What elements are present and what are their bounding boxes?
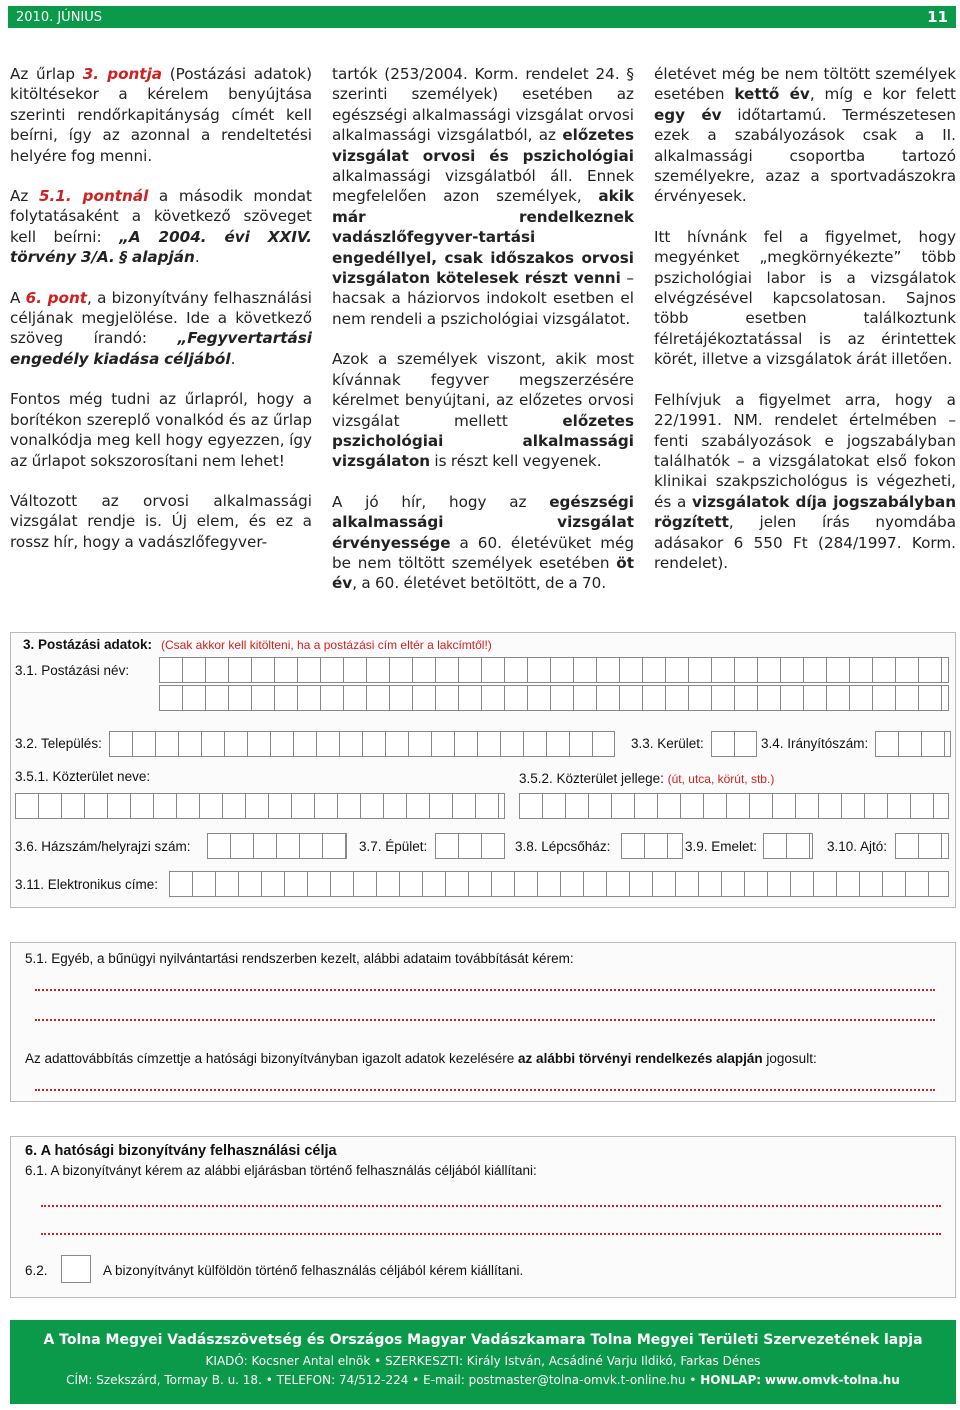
paragraph: A 6. pont, a bizonyítvány felhasználási céljának megjelölése. Ide a következő szöveg írandó: „Fegyvertartási engedély kiadása céljából. [10,288,312,368]
page-footer [10,1320,956,1404]
field-label: 3.6. Házszám/helyrajzi szám: [15,839,191,854]
paragraph: tartók (253/2004. Korm. rendelet 24. § szerinti személyek) esetében az egészségi alkalmassági vizsgálat orvosi alkalmassági vizsgálatból, az előzetes vizsgálat orvosi és pszichológiai alkalmassági vizsgálatból áll. Ennek megfelelően azon személyek, akik már rendelkeznek vadászlőfegyver-tartási engedéllyel, csak időszakos orvosi vizsgálaton kötelesek részt venni – hacsak a háziorvos indokolt esetben el nem rendeli a pszichológiai vizsgálatot. [332,65,634,328]
floor-input[interactable] [763,833,813,859]
form-section-text: 6.2. [25,1263,48,1278]
paragraph: Az 5.1. pontnál a második mondat folytatásaként a következő szöveget kell beírni: „A 2004. évi XXIV. törvény 3/A. § alapján. [10,187,312,267]
field-label: 3.1. Postázási név: [15,663,130,678]
paragraph: Az űrlap 3. pontja (Postázási adatok) kitöltésekor a kérelem benyújtása szerinti rendőrkapitányság címét kell beírni, így az azonnal a rendeltetési helyére fog menni. [10,65,312,165]
form-postal-data [10,632,956,908]
fill-line[interactable] [35,1089,935,1091]
fill-line[interactable] [41,1205,941,1207]
fill-line[interactable] [35,1019,935,1021]
postal-name-input-line2[interactable] [159,685,949,711]
field-label: 3.8. Lépcsőház: [515,839,611,854]
field-label: 3.2. Település: [15,736,102,751]
abroad-use-checkbox[interactable] [61,1255,91,1283]
building-input[interactable] [435,833,505,859]
field-label: 3.10. Ajtó: [827,839,888,854]
paragraph: Azok a személyek viszont, akik most kívánnak fegyver megszerzésére kérelmet benyújtani, az előzetes orvosi vizsgálat mellett előzetes pszichológiai alkalmassági vizsgálaton is részt kell vegyenek. [332,350,634,471]
field-label: 3.3. Kerület: [631,736,704,751]
street-name-input[interactable] [15,793,505,819]
footer-publisher: KIADÓ: Kocsner Antal elnök • SZERKESZTI: Király István, Acsádiné Varju Ildikó, Farkas Dénes [205,1354,761,1368]
field-label: 3.5.1. Közterület neve: [15,769,151,784]
zip-input[interactable] [875,731,951,757]
form-section-text: 6.1. A bizonyítványt kérem az alábbi eljárásban történő felhasználás céljából kiállítani: [25,1163,537,1178]
paragraph: Változott az orvosi alkalmassági vizsgálat rendje is. Új elem, és ez a rossz hír, hogy a vadászlőfegyver- [10,491,312,551]
homepage-link[interactable]: www.omvk-tolna.hu [764,1373,900,1387]
form-section-text: A bizonyítványt külföldön történő felhasználás céljából kérem kiállítani. [103,1263,524,1278]
page-header-bar [8,6,956,28]
paragraph: életévet még be nem töltött személyek esetében kettő év, míg e kor felett egy év időtartamú. Természetesen ezek a szabályozások csak a II. alkalmassági csoportba tartozó személyekre, azaz a sportvadászokra érvényesek. [654,65,957,206]
field-label: 3.7. Épület: [359,839,428,854]
town-input[interactable] [109,731,615,757]
form-section-text: Az adattovábbítás címzettje a hatósági bizonyítványban igazolt adatok kezelésére az alábbi törvényi rendelkezés alapján jogosult: [25,1051,817,1066]
house-number-input[interactable] [207,833,347,859]
field-label: 3.4. Irányítószám: [761,736,869,751]
page-number: 11 [927,8,948,26]
form-section-6 [10,1136,956,1298]
paragraph: Fontos még tudni az űrlapról, hogy a borítékon szereplő vonalkód és az űrlap vonalkódja meg kell hogy egyezzen, így az űrlapot sokszorosítani nem lehet! [10,390,312,470]
form-section-title: 6. A hatósági bizonyítvány felhasználási célja [25,1143,337,1159]
paragraph: Felhívjuk a figyelmet arra, hogy a 22/1991. NM. rendelet értelmében – fenti szabályozások e jogszabályban találhatók – a vizsgálatokat első fokon klinikai szakpszichológus is végezheti, és a vizsgálatok díja jogszabályban rögzített, jelen írás nyomdába adásakor 6 550 Ft (284/1997. Korm. rendelet). [654,390,957,572]
column-1 [10,64,312,572]
field-label: 3.11. Elektronikus címe: [15,877,159,892]
footer-publication: A Tolna Megyei Vadászszövetség és Országos Magyar Vadászkamara Tolna Megyei Területi Szervezetének lapja [43,1332,923,1348]
form-section-5 [10,942,956,1102]
field-label: 3.9. Emelet: [685,839,758,854]
fill-line[interactable] [41,1233,941,1235]
form-section-text: 5.1. Egyéb, a bűnügyi nyilvántartási rendszerben kezelt, alábbi adataim továbbítását kérem: [25,951,574,966]
form-section-title: 3. Postázási adatok: [23,637,153,652]
issue-date: 2010. JÚNIUS [16,9,103,25]
paragraph: A jó hír, hogy az egészségi alkalmassági vizsgálat érvényessége a 60. életévüket még be nem töltött személyek esetében öt év, a 60. életévet betöltött, de a 70. [332,492,634,593]
paragraph: Itt hívnánk fel a figyelmet, hogy megyénket „megkörnyékezte” több pszichológiai labor is a vizsgálatok elvégzésével kapcsolatosan. Sajnos több esetben találkoztunk félretájékoztatással is az érintettek körét, illetve a vizsgálatok árát illetően. [654,227,956,369]
article-columns [10,64,956,624]
postal-name-input[interactable] [159,657,949,683]
door-input[interactable] [895,833,949,859]
field-label: 3.5.2. Közterület jellege: (út, utca, körút, stb.) [519,771,775,786]
email-input[interactable] [169,871,949,897]
column-2 [332,64,634,614]
district-input[interactable] [711,731,757,757]
stair-input[interactable] [621,833,683,859]
footer-contact: CÍM: Szekszárd, Tormay B. u. 18. • TELEFON: 74/512-224 • E-mail: postmaster@tolna-omvk.t-online.hu • HONLAP: www.omvk-tolna.hu [66,1373,900,1387]
form-note: (Csak akkor kell kitölteni, ha a postázási cím eltér a lakcímtől!) [161,638,492,652]
street-type-input[interactable] [519,793,949,819]
fill-line[interactable] [35,989,935,991]
column-3 [654,64,956,593]
